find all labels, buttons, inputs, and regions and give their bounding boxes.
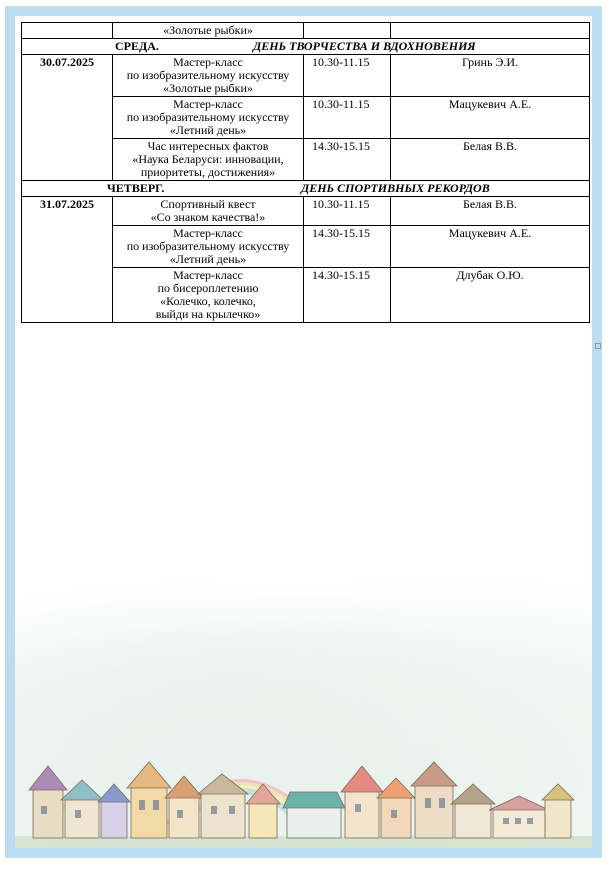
person-cell: Белая В.В. (391, 139, 590, 181)
date-cell: 30.07.2025 (22, 55, 113, 181)
event-cell: Час интересных фактов «Наука Беларуси: инновации, приоритеты, достижения» (113, 139, 304, 181)
time-cell: 14.30-15.15 (304, 139, 391, 181)
time-cell: 14.30-15.15 (304, 226, 391, 268)
time-cell (304, 23, 391, 39)
event-cell: Спортивный квест «Со знаком качества!» (113, 197, 304, 226)
table-row (22, 197, 590, 226)
time-cell: 14.30-15.15 (304, 268, 391, 323)
town-illustration (15, 688, 592, 848)
day-theme: ДЕНЬ ТВОРЧЕСТВА И ВДОХНОВЕНИЯ (253, 39, 476, 53)
event-cell: Мастер-класс по бисероплетению «Колечко, колечко, выйди на крылечко» (113, 268, 304, 323)
table-row (22, 55, 590, 97)
person-cell: Белая В.В. (391, 197, 590, 226)
table-resize-handle[interactable] (595, 343, 601, 349)
day-name: СРЕДА. (115, 39, 159, 53)
day-theme: ДЕНЬ СПОРТИВНЫХ РЕКОРДОВ (301, 181, 490, 195)
event-cell: «Золотые рыбки» (113, 23, 304, 39)
day-header-cell (22, 181, 590, 197)
person-cell: Мацукевич А.Е. (391, 226, 590, 268)
event-cell: Мастер-класс по изобразительному искусству «Летний день» (113, 97, 304, 139)
table-row (22, 23, 590, 39)
date-cell (22, 23, 113, 39)
schedule-table (21, 22, 590, 323)
event-cell: Мастер-класс по изобразительному искусству «Летний день» (113, 226, 304, 268)
time-cell: 10.30-11.15 (304, 97, 391, 139)
time-cell: 10.30-11.15 (304, 55, 391, 97)
date-cell: 31.07.2025 (22, 197, 113, 323)
day-header-cell (22, 39, 590, 55)
day-header-row (22, 181, 590, 197)
person-cell: Мацукевич А.Е. (391, 97, 590, 139)
person-cell: Гринь Э.И. (391, 55, 590, 97)
day-name: ЧЕТВЕРГ. (107, 181, 165, 195)
time-cell: 10.30-11.15 (304, 197, 391, 226)
person-cell (391, 23, 590, 39)
person-cell: Длубак О.Ю. (391, 268, 590, 323)
event-cell: Мастер-класс по изобразительному искусству «Золотые рыбки» (113, 55, 304, 97)
day-header-row (22, 39, 590, 55)
